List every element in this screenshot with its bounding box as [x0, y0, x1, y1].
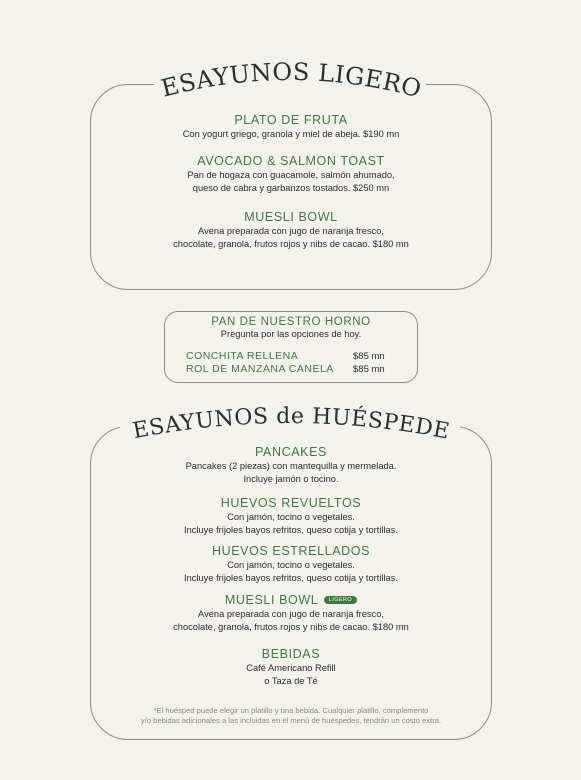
section-title-huespedes: DESAYUNOS de HUÉSPEDES — [100, 375, 452, 445]
item-name: HUEVOS REVUELTOS — [220, 496, 362, 510]
bread-item-price: $85 mn — [353, 351, 385, 362]
item-desc: Pancakes (2 piezas) con mantequilla y mermelada. — [185, 461, 397, 471]
item-desc: Con jamón, tocino o vegetales. — [227, 560, 355, 570]
item-desc: queso de cabra y garbanzos tostados. $250 mn — [192, 182, 390, 193]
item-name: AVOCADO & SALMON TOAST — [197, 154, 385, 168]
item-desc: Incluye frijoles bayos refritos, queso cotija y tortillas. — [184, 572, 398, 583]
ligero-badge: LIGERO — [324, 596, 357, 604]
guest-note-line: *El huésped puede elegir un platillo y una bebida. Cualquier platillo, complemento — [153, 706, 429, 715]
menu-item — [90, 445, 492, 485]
item-name: MUESLI BOWL — [224, 593, 318, 607]
menu-item — [90, 113, 492, 141]
menu-item — [90, 496, 492, 536]
menu-item — [90, 544, 492, 584]
section-title-ligeros: DESAYUNOS LIGEROS — [130, 30, 425, 104]
menu-item — [90, 593, 492, 633]
item-desc: Incluye jamón o tocino. — [243, 473, 339, 484]
item-name-row — [90, 593, 492, 607]
item-desc: Avena preparada con jugo de naranja fresco, — [198, 226, 384, 236]
bread-section-header — [164, 316, 418, 341]
item-desc: chocolate, granola, frutos rojos y nibs de cacao. $180 mn — [173, 621, 409, 632]
bread-item-name: CONCHITA RELLENA — [186, 350, 299, 362]
item-name: BEBIDAS — [261, 647, 321, 661]
item-desc: Avena preparada con jugo de naranja fresco, — [198, 609, 384, 619]
item-desc: Con yogurt griego, granola y miel de abeja. $190 mn — [182, 129, 400, 139]
bread-item-price: $85 mn — [353, 364, 385, 375]
menu-item — [90, 647, 492, 687]
menu-item — [90, 154, 492, 194]
item-desc: Con jamón, tocino o vegetales. — [227, 512, 355, 522]
item-desc: Incluye frijoles bayos refritos, queso cotija y tortillas. — [184, 524, 398, 535]
section-subtitle: Pregunta por las opciones de hoy. — [220, 329, 362, 339]
menu-item — [90, 210, 492, 250]
item-desc: Café Americano Refill — [246, 663, 336, 673]
item-name: HUEVOS ESTRELLADOS — [211, 544, 371, 558]
item-desc: Pan de hogaza con guacamole, salmón ahumado, — [187, 170, 395, 180]
bread-item-name: ROL DE MANZANA CANELA — [186, 363, 334, 375]
item-desc: chocolate, granola, frutos rojos y nibs de cacao. $180 mn — [173, 238, 409, 249]
guest-note-line: y/o bebidas adicionales a las incluidas en el menú de huéspedes, tendrán un costo extra. — [140, 716, 442, 725]
guest-note — [110, 706, 472, 726]
section-title-ligeros-svg — [130, 30, 440, 112]
item-name: PLATO DE FRUTA — [234, 113, 348, 127]
item-name: MUESLI BOWL — [244, 210, 338, 224]
section-title-pan: PAN DE NUESTRO HORNO — [211, 316, 371, 328]
item-name: PANCAKES — [255, 445, 327, 459]
item-desc: o Taza de Té — [264, 675, 318, 686]
